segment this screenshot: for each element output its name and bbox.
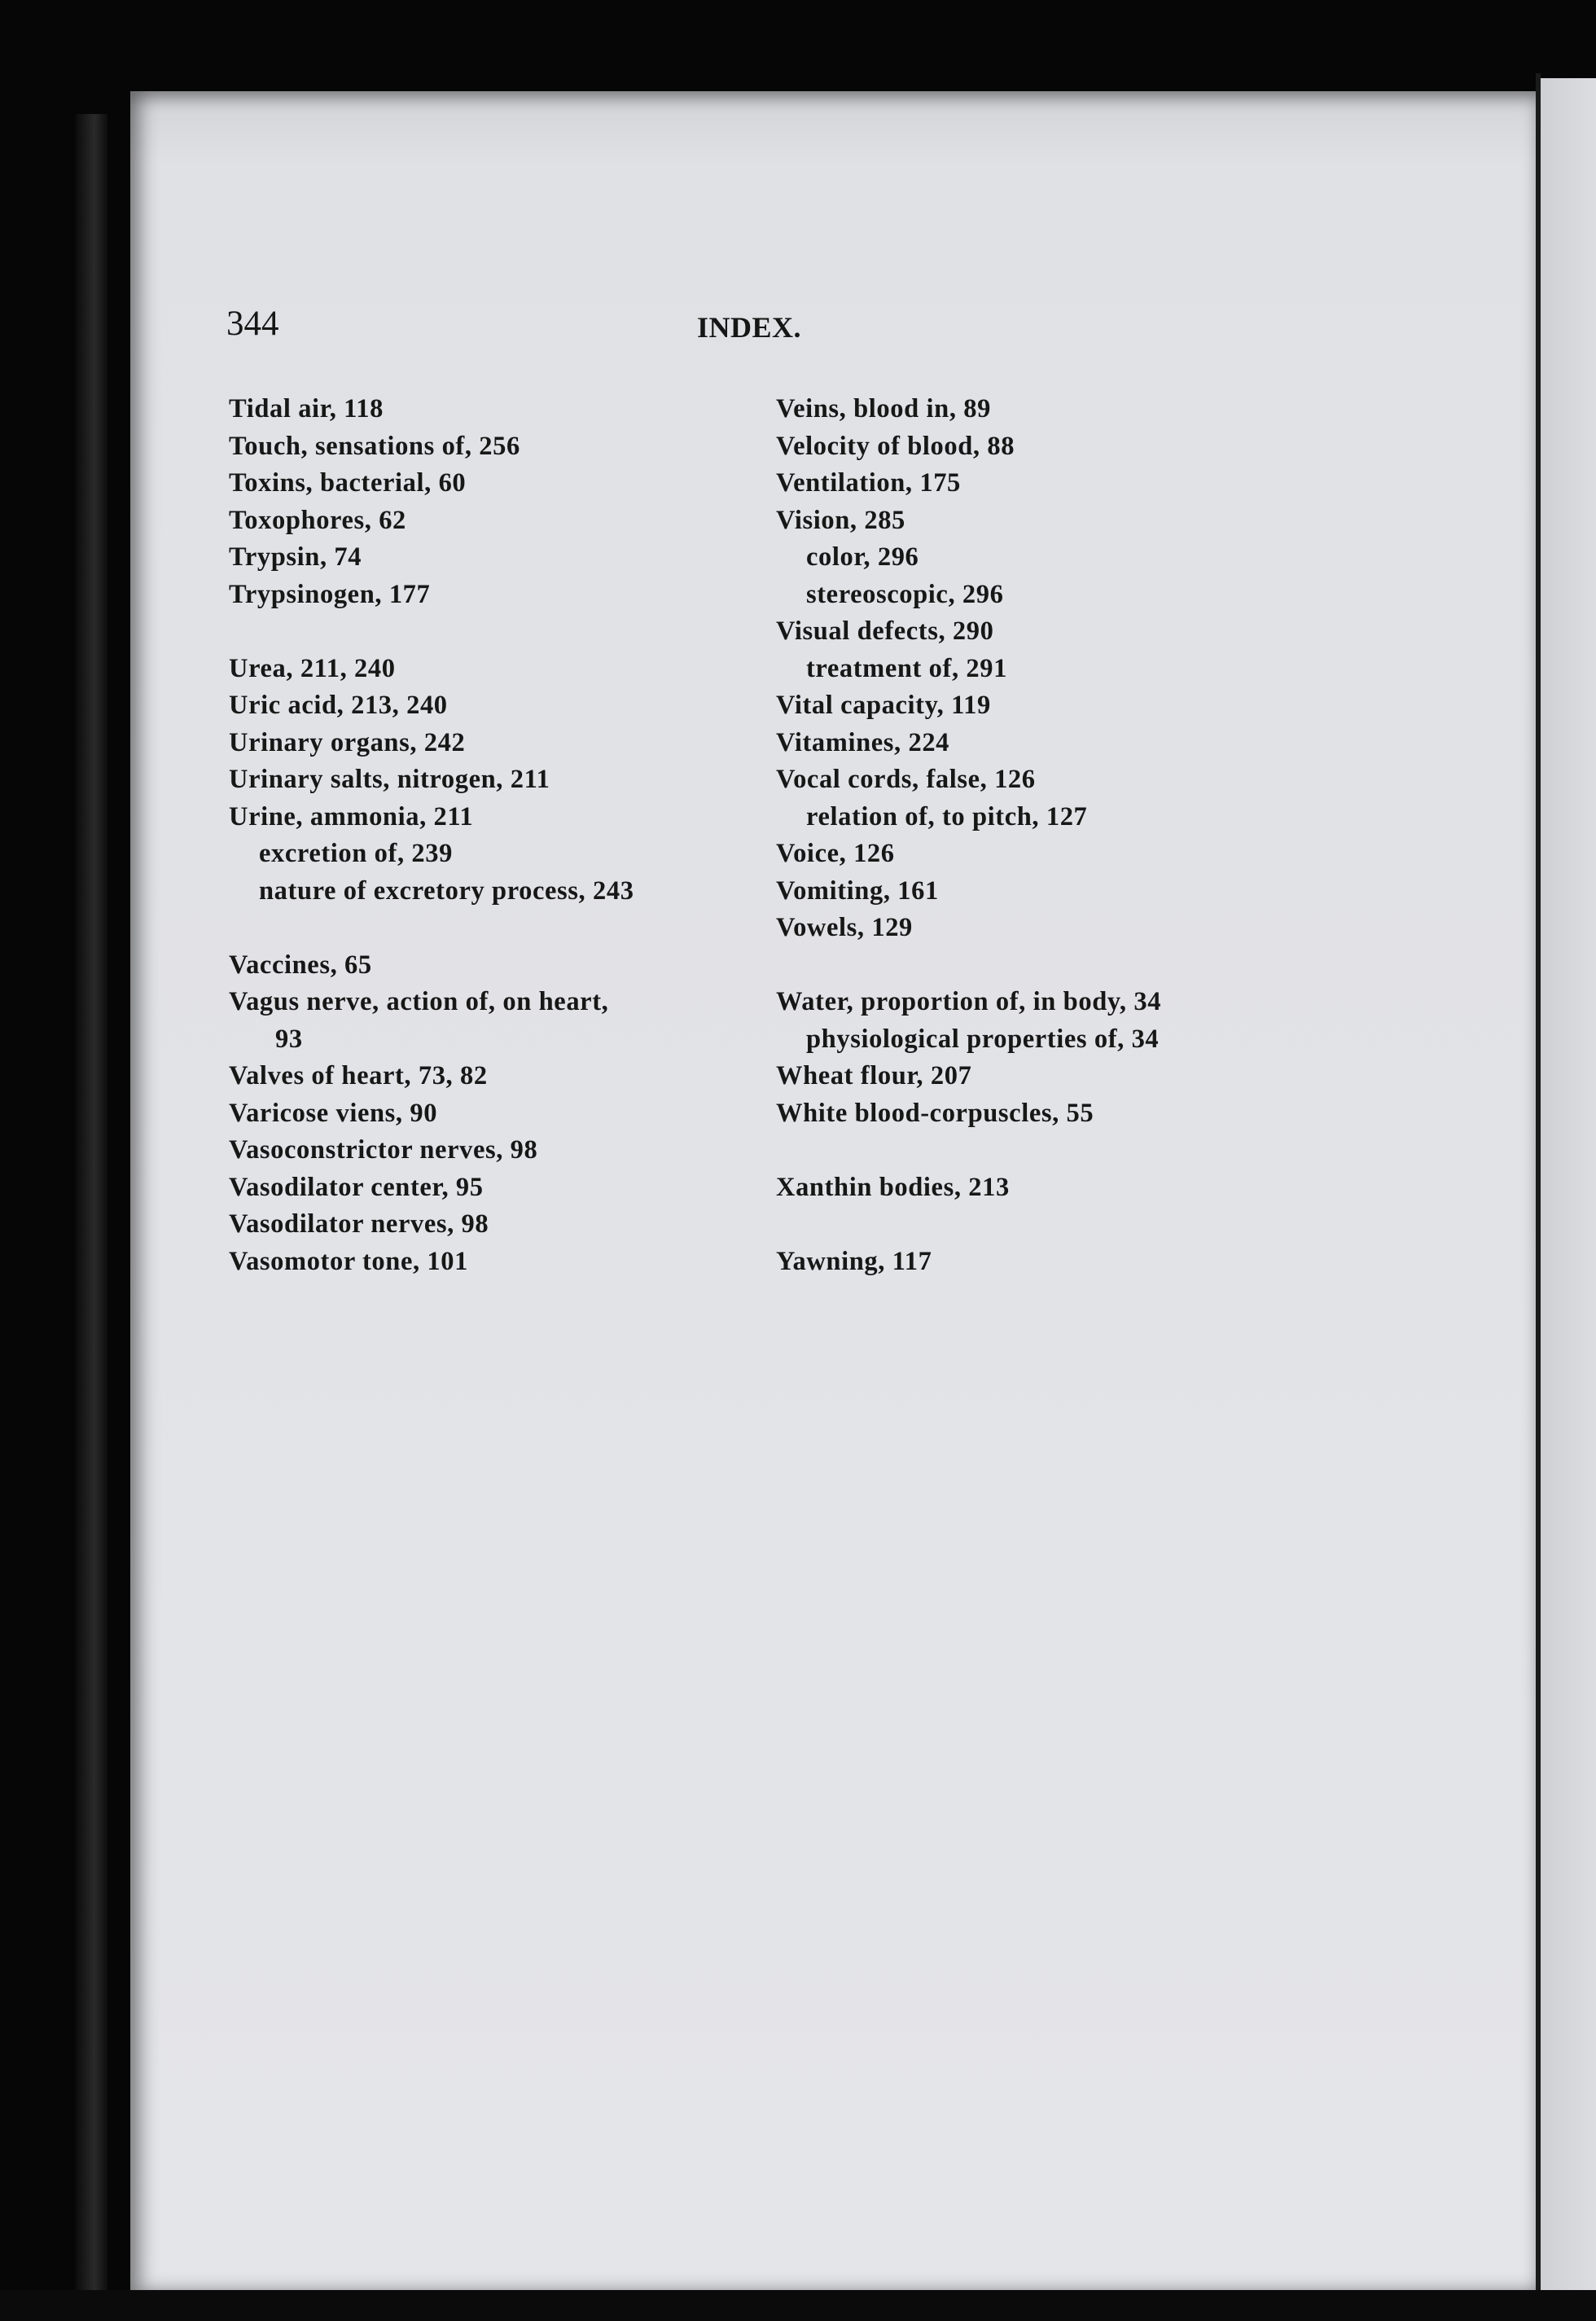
index-column-right — [776, 391, 1297, 1280]
index-entry: Vowels, 129 — [776, 913, 913, 942]
index-entry: Vomiting, 161 — [776, 875, 939, 906]
index-entry: Urine, ammonia, 211 — [229, 801, 474, 831]
index-entry: Uric acid, 213, 240 — [229, 691, 448, 720]
index-entry: Vasomotor tone, 101 — [229, 1246, 468, 1276]
facing-page-edge — [1541, 78, 1596, 2310]
index-list-right — [776, 391, 1297, 1280]
index-entry: Toxophores, 62 — [229, 505, 406, 535]
binding-shadow — [75, 114, 107, 2313]
index-entry: Yawning, 117 — [776, 1246, 932, 1276]
index-entry: Vision, 285 — [776, 505, 905, 535]
index-entry: Vasoconstrictor nerves, 98 — [229, 1135, 538, 1165]
index-subentry: stereoscopic, 296 — [806, 579, 1004, 609]
index-entry: Veins, blood in, 89 — [776, 394, 991, 423]
index-entry: Voice, 126 — [776, 839, 895, 868]
index-entry: Toxins, bacterial, 60 — [229, 468, 467, 498]
index-entry: Valves of heart, 73, 82 — [229, 1061, 488, 1090]
index-entry-continuation: 93 — [275, 1024, 303, 1054]
index-entry: Visual defects, 290 — [776, 616, 994, 646]
page-number: 344 — [226, 305, 279, 343]
index-column-left — [229, 391, 758, 1280]
index-entry: Vital capacity, 119 — [776, 691, 991, 720]
index-entry: Vasodilator nerves, 98 — [229, 1209, 489, 1239]
index-entry: White blood-corpuscles, 55 — [776, 1098, 1094, 1128]
index-entry: Trypsin, 74 — [229, 542, 362, 572]
index-entry: Vasodilator center, 95 — [229, 1172, 484, 1202]
index-subentry: treatment of, 291 — [806, 653, 1007, 683]
index-subentry: relation of, to pitch, 127 — [806, 801, 1088, 831]
index-entry: Touch, sensations of, 256 — [229, 431, 520, 461]
index-subentry: nature of excretory process, 243 — [259, 875, 634, 906]
index-entry: Trypsinogen, 177 — [229, 579, 431, 609]
index-entry: Urea, 211, 240 — [229, 653, 396, 683]
index-entry: Wheat flour, 207 — [776, 1061, 972, 1090]
index-list-left — [229, 391, 758, 1280]
index-entry: Urinary organs, 242 — [229, 727, 466, 757]
index-entry: Water, proportion of, in body, 34 — [776, 987, 1162, 1016]
index-entry: Ventilation, 175 — [776, 468, 961, 498]
running-head: INDEX. — [697, 311, 802, 344]
index-entry: Varicose viens, 90 — [229, 1098, 438, 1128]
index-entry: Vagus nerve, action of, on heart, — [229, 987, 609, 1016]
index-entry: Velocity of blood, 88 — [776, 431, 1015, 461]
index-subentry: excretion of, 239 — [259, 839, 453, 868]
index-entry: Vocal cords, false, 126 — [776, 765, 1036, 794]
index-entry: Vaccines, 65 — [229, 950, 372, 980]
index-entry: Tidal air, 118 — [229, 394, 384, 423]
index-entry: Vitamines, 224 — [776, 727, 950, 757]
index-subentry: physiological properties of, 34 — [806, 1024, 1160, 1054]
index-entry: Urinary salts, nitrogen, 211 — [229, 765, 550, 794]
index-entry: Xanthin bodies, 213 — [776, 1172, 1010, 1202]
scan-border — [0, 2290, 1596, 2321]
index-subentry: color, 296 — [806, 542, 919, 572]
